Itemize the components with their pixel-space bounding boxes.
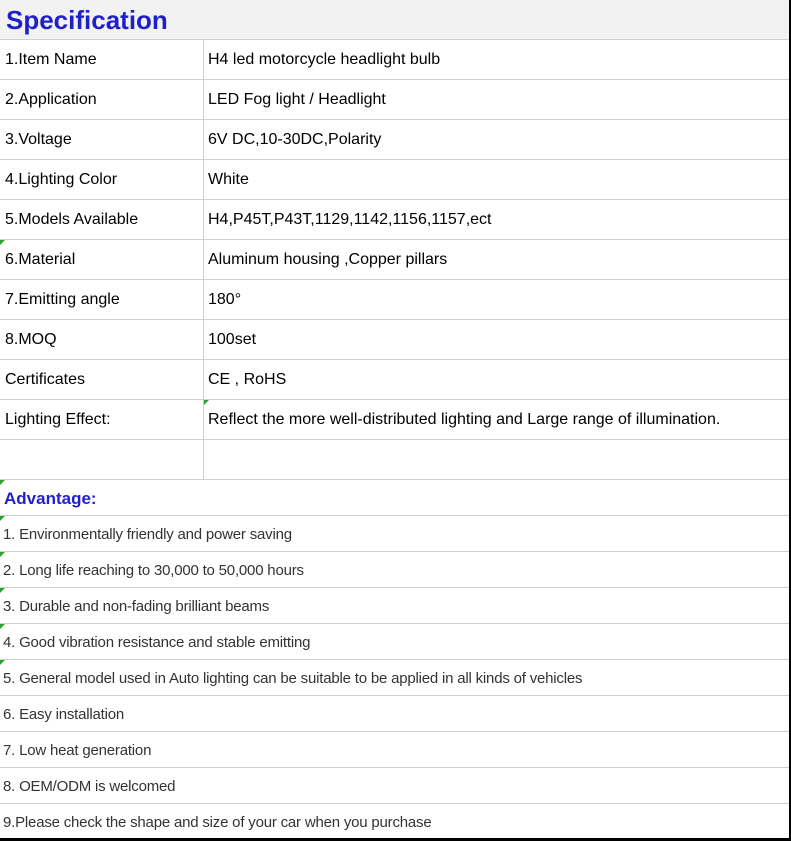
advantage-text: 7. Low heat generation [3,742,152,759]
spec-value: LED Fog light / Headlight [208,91,386,108]
spec-row-application [0,80,789,120]
spec-label: 1.Item Name [0,40,204,79]
spec-value: H4 led motorcycle headlight bulb [208,51,441,68]
spec-row-empty [0,440,789,480]
spec-value: 6V DC,10-30DC,Polarity [208,131,382,148]
spec-value: H4,P45T,P43T,1129,1142,1156,1157,ect [208,211,492,228]
spec-value: 100set [208,331,257,348]
spec-row-moq [0,320,789,360]
spec-row-voltage [0,120,789,160]
spec-row-material [0,240,789,280]
advantage-item [0,624,789,660]
advantage-text: 5. General model used in Auto lighting can be suitable to be applied in all kinds of vehicles [3,670,583,687]
spec-value: 180° [208,291,242,308]
advantage-heading: Advantage: [4,489,97,508]
advantage-item [0,696,789,732]
spec-label: 6.Material [0,240,204,279]
spec-label: 2.Application [0,80,204,119]
advantage-item [0,660,789,696]
spec-label: Certificates [0,360,204,399]
advantage-text: 9.Please check the shape and size of your car when you purchase [3,814,432,831]
spec-value: Aluminum housing ,Copper pillars [208,251,448,268]
advantage-text: 3. Durable and non-fading brilliant beams [3,598,270,615]
spec-label: Lighting Effect: [0,400,204,439]
spec-row-lighting-effect [0,400,789,440]
spec-label: 7.Emitting angle [0,280,204,319]
advantage-text: 6. Easy installation [3,706,125,723]
spec-value: CE , RoHS [208,371,287,388]
advantage-item [0,588,789,624]
advantage-text: 4. Good vibration resistance and stable emitting [3,634,311,651]
sheet-title: Specification [6,5,168,35]
spec-value: Reflect the more well-distributed lighting and Large range of illumination. [208,411,721,428]
spec-value [204,440,789,479]
spec-value: White [208,171,249,188]
advantage-text: 8. OEM/ODM is welcomed [3,778,176,795]
advantage-text: 2. Long life reaching to 30,000 to 50,000 hours [3,562,304,579]
spec-row-item-name [0,40,789,80]
advantage-item [0,768,789,804]
advantage-item [0,516,789,552]
spec-row-models-available [0,200,789,240]
spec-label: 8.MOQ [0,320,204,359]
spec-label: 4.Lighting Color [0,160,204,199]
spec-row-emitting-angle [0,280,789,320]
spec-label [0,440,204,479]
advantage-item [0,552,789,588]
advantage-heading-row [0,480,789,516]
comment-marker [0,480,5,485]
advantage-item [0,732,789,768]
advantage-item [0,804,789,838]
spec-row-lighting-color [0,160,789,200]
spec-row-certificates [0,360,789,400]
title-row [0,0,789,40]
advantage-text: 1. Environmentally friendly and power saving [3,526,292,543]
spec-label: 3.Voltage [0,120,204,159]
spec-label: 5.Models Available [0,200,204,239]
